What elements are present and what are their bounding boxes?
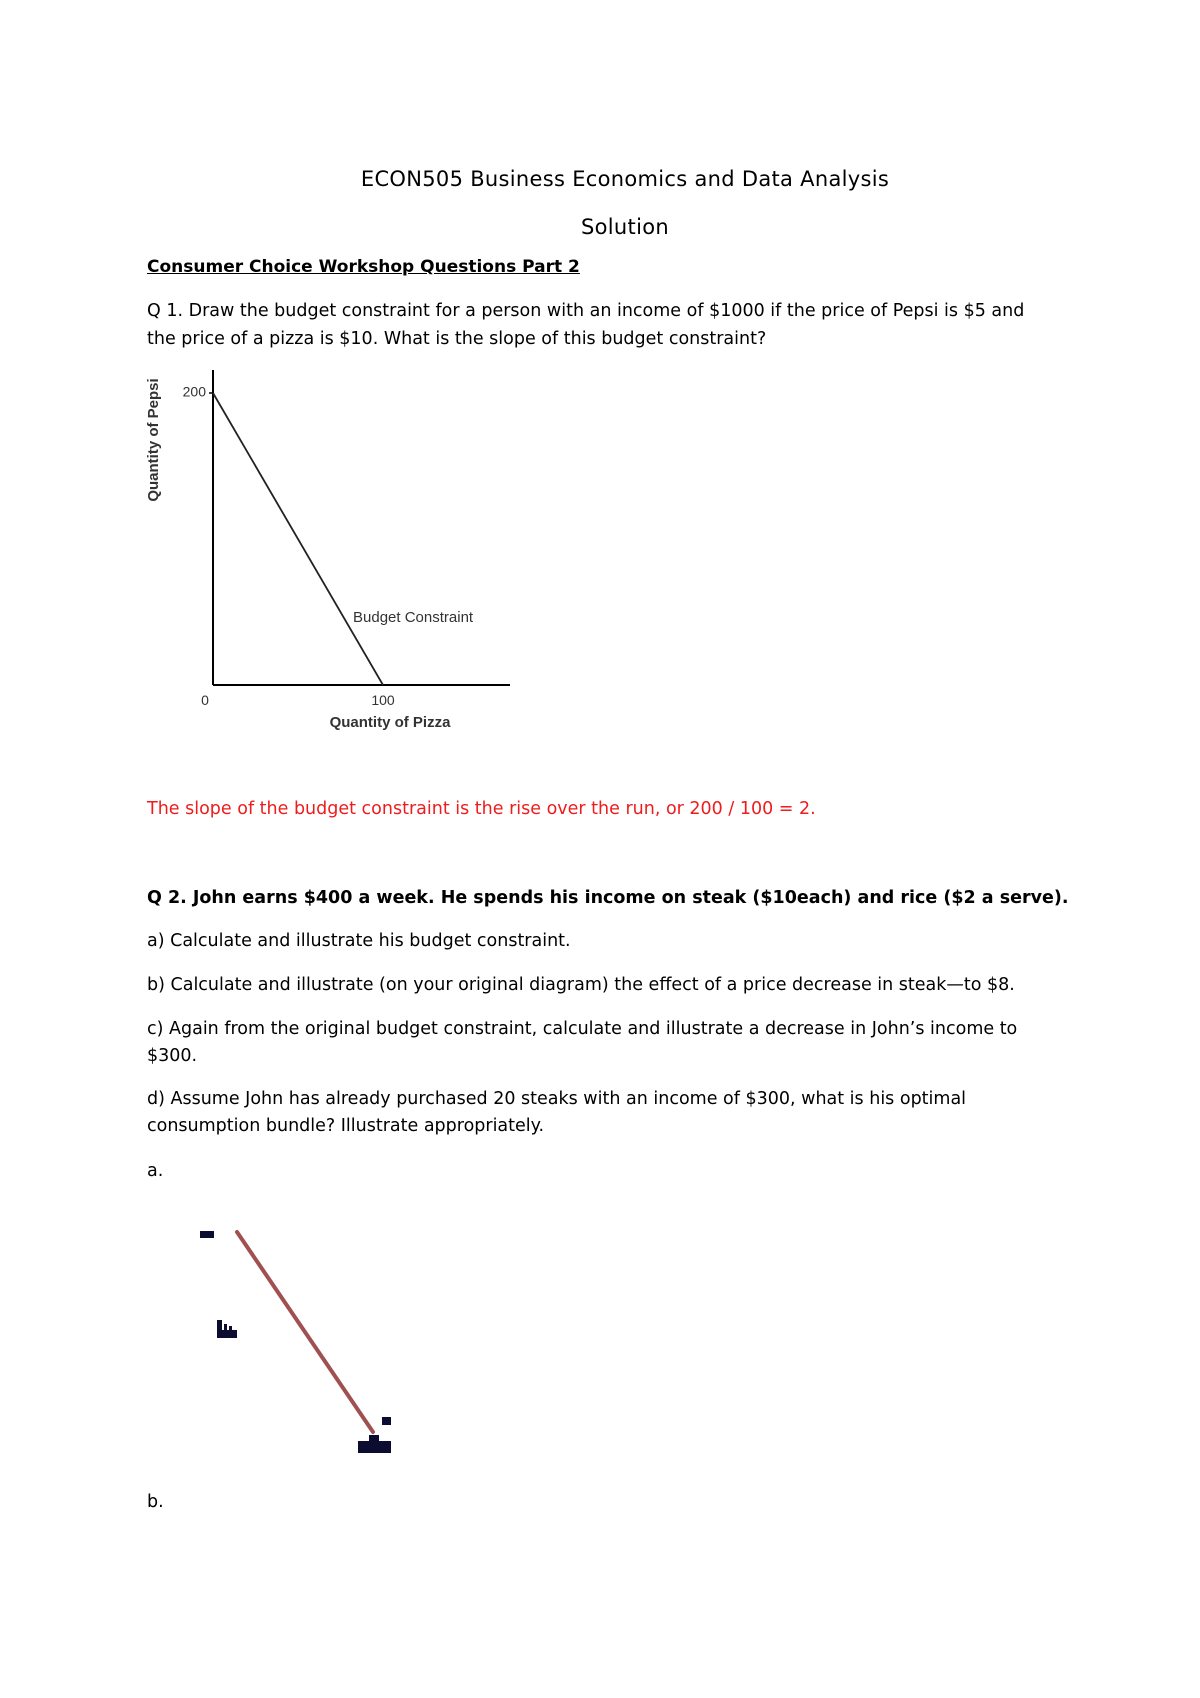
x-axis-label: Quantity of Pizza — [329, 714, 451, 731]
q1-answer: The slope of the budget constraint is the rise over the run, or 200 / 100 = 2. — [147, 799, 816, 819]
x-tick-label-0: 0 — [201, 692, 209, 708]
budget-constraint-line — [213, 393, 383, 685]
sketch-mark-icon-tick-1 — [224, 1324, 227, 1330]
q2-label-b: b. — [147, 1492, 164, 1512]
q2-part-c-line2: $300. — [147, 1046, 198, 1066]
sketch-mark-top — [200, 1231, 214, 1238]
budget-constraint-chart — [140, 360, 540, 740]
q1-question-line1: Q 1. Draw the budget constraint for a person with an income of $1000 if the price of Pepsi is $5 and — [147, 301, 1025, 321]
part-a-sketch-diagram — [190, 1220, 420, 1470]
q2-part-b: b) Calculate and illustrate (on your original diagram) the effect of a price decrease in steak—to $8. — [147, 975, 1015, 995]
y-tick-label-200: 200 — [182, 383, 206, 400]
q2-part-d-line1: d) Assume John has already purchased 20 steaks with an income of $300, what is his optimal — [147, 1089, 967, 1109]
q1-question-line2: the price of a pizza is $10. What is the slope of this budget constraint? — [147, 329, 767, 349]
sketch-mark-base-top — [369, 1435, 379, 1441]
q2-part-c-line1: c) Again from the original budget constraint, calculate and illustrate a decrease in John’s income to — [147, 1019, 1018, 1039]
budget-constraint-annotation: Budget Constraint — [353, 609, 474, 626]
y-axis-label: Quantity of Pepsi — [145, 378, 162, 502]
sketch-budget-line — [237, 1232, 373, 1432]
sketch-mark-base — [358, 1441, 391, 1453]
subtitle: Solution — [581, 215, 669, 239]
q2-question: Q 2. John earns $400 a week. He spends his income on steak ($10each) and rice ($2 a serve). — [147, 888, 1069, 908]
course-title: ECON505 Business Economics and Data Analysis — [360, 167, 890, 191]
q2-part-d-line2: consumption bundle? Illustrate appropriately. — [147, 1116, 545, 1136]
section-heading: Consumer Choice Workshop Questions Part 2 — [147, 257, 580, 277]
sketch-mark-icon-tick-2 — [229, 1326, 232, 1330]
sketch-mark-right — [382, 1417, 391, 1425]
x-tick-label-100: 100 — [371, 692, 395, 708]
q2-part-a: a) Calculate and illustrate his budget constraint. — [147, 931, 571, 951]
sketch-mark-icon-base — [217, 1330, 237, 1338]
q2-label-a: a. — [147, 1161, 164, 1181]
